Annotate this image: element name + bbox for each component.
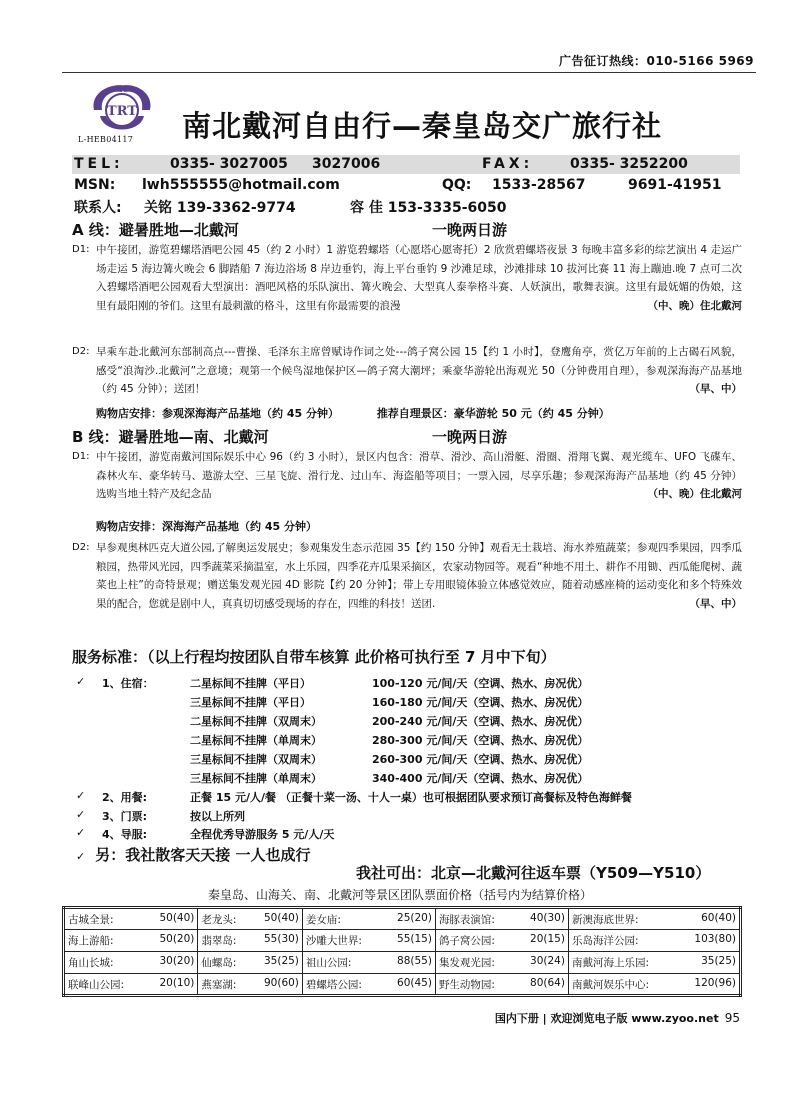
line-a-day1-tag: D1:: [72, 244, 90, 255]
lodging-row: [72, 732, 742, 750]
page-footer: [495, 1010, 740, 1026]
check-icon: ✓: [76, 850, 86, 863]
line-a-name: A 线：避暑胜地—北戴河: [72, 221, 239, 239]
contact-msn-row: [72, 176, 740, 195]
table-cell: 沙雕大世界: 55(15): [302, 930, 435, 952]
table-cell: 海上游船: 50(20): [64, 930, 198, 952]
logo-text: TRT: [107, 104, 137, 119]
table-row: [64, 974, 741, 996]
line-b-day1: [72, 448, 742, 504]
tel-secondary: 3027006: [312, 156, 381, 172]
table-row: [64, 952, 741, 974]
qq-label: QQ:: [442, 177, 472, 193]
page-number: 95: [724, 1011, 740, 1025]
contact-person-label: 联系人:: [74, 200, 122, 216]
agency-name: 南北戴河自由行—秦皇岛交广旅行社: [182, 109, 663, 143]
qq-secondary: 9691-41951: [628, 177, 722, 193]
line-a-day1: [72, 241, 742, 315]
table-cell: 集发观光园: 30(24): [435, 952, 568, 974]
line-a-day1-text: 中午接团，游览碧螺塔酒吧公园 45（约 2 小时）1 游览碧螺塔（心愿塔心愿寄托）2 欣赏碧螺塔夜景 3 每晚丰富多彩的综艺演出 4 走运广场走运 5 海边篝火晚会 6 脚踏船 7 海边浴场 8 岸边垂钓，海上平台垂钓 9 沙滩足球，沙滩排球 10 拔河比赛 11 海上蹦迪.晚 7 点可二次入碧螺塔酒吧公园观看大型演出：酒吧风格的乐队演出、篝火晚会、大型真人泰拳格斗赛、人妖演出，歌舞表演。这里有最妩媚的伪娘，这里有最阳刚的爷们。这里有最刺激的格斗，这里有你最需要的浪漫: [96, 244, 742, 312]
ticket-row: [72, 808, 742, 826]
contact-person-1: 关铭 139-3362-9774: [144, 200, 296, 216]
lodging-room: 二星标间不挂牌（平日）: [190, 677, 311, 690]
lodging-room: 三星标间不挂牌（平日）: [190, 696, 311, 709]
guide-label: 4、导服:: [102, 828, 148, 841]
table-cell: 野生动物园: 80(64): [435, 974, 568, 996]
line-b-title: [72, 426, 508, 447]
line-b-day1-text: 中午接团，游览南戴河国际娱乐中心 96（约 3 小时），景区内包含：滑草、滑沙、高山滑艇、滑圈、滑翔飞翼、观光缆车、UFO 飞碟车、森林火车、豪华转马、遨游太空、三星飞旋、滑行龙、过山车、海盗船等项目；一票入园，尽享乐趣；参观深海海产品基地（约 45 分钟）选购当地土特产及纪念品: [96, 451, 742, 500]
check-icon: ✓: [76, 808, 86, 821]
check-icon: ✓: [76, 789, 86, 802]
check-icon: ✓: [76, 675, 86, 688]
table-cell: 海豚表演馆: 40(30): [435, 908, 568, 930]
line-a-shop-label: 购物店安排：参观深海海产品基地（约 45 分钟）: [96, 407, 339, 420]
line-b-shopping: 购物店安排：深海海产品基地（约 45 分钟）: [96, 520, 317, 533]
table-cell: 姜女庙: 25(20): [302, 908, 435, 930]
walk-in-slogan: [72, 844, 310, 865]
table-row: [64, 908, 741, 930]
line-b-day2: [72, 539, 742, 613]
line-a-day2-meal: （早、中）: [689, 383, 742, 395]
slogan-text: 另：我社散客天天接 一人也成行: [95, 846, 311, 864]
lodging-price: 260-300 元/间/天（空调、热水、房况优）: [372, 753, 589, 766]
footer-text: 国内下册 | 欢迎浏览电子版 www.zyoo.net: [494, 1012, 719, 1025]
price-table-caption: 秦皇岛、山海关、南、北戴河等景区团队票面价格（括号内为结算价格）: [207, 888, 592, 902]
lodging-price: 160-180 元/间/天（空调、热水、房况优）: [372, 696, 589, 709]
qq-primary: 1533-28567: [492, 177, 586, 193]
meal-label: 2、用餐:: [102, 791, 148, 804]
table-cell: 翡翠岛: 55(30): [198, 930, 303, 952]
msn-address: lwh555555@hotmail.com: [142, 177, 340, 193]
table-cell: 仙螺岛: 35(25): [198, 952, 303, 974]
ticket-text: 按以上所列: [190, 810, 245, 823]
tel-primary: 0335- 3027005: [170, 156, 288, 172]
guide-row: [72, 826, 742, 844]
table-cell: 祖山公园: 88(55): [302, 952, 435, 974]
lodging-room: 二星标间不挂牌（双周末）: [190, 715, 322, 728]
table-cell: 鸽子窝公园: 20(15): [435, 930, 568, 952]
check-icon: ✓: [76, 826, 86, 839]
service-title: 服务标准：（以上行程均按团队自带车核算 此价格可执行至 7 月中下旬）: [72, 648, 556, 666]
contact-tel-row: [72, 155, 740, 174]
lodging-row: [72, 675, 742, 693]
table-cell: 联峰山公园: 20(10): [64, 974, 198, 996]
table-cell: 新澳海底世界: 60(40): [568, 908, 740, 930]
header-divider: [62, 72, 756, 73]
line-a-shopping: [96, 405, 610, 421]
meal-text: 正餐 15 元/人/餐 （正餐十菜一汤、十人一桌）也可根据团队要求预订高餐标及特色海鲜餐: [190, 791, 632, 804]
line-b-day2-meal: （早、中）: [689, 597, 742, 610]
trt-logo-icon: [82, 80, 162, 140]
line-b-day2-tag: D2:: [72, 542, 90, 553]
license-number: L-HEB04117: [78, 135, 134, 144]
table-cell: 古城全景: 50(40): [64, 908, 198, 930]
line-a-day2-text: 早乘车赴北戴河东部制高点---曹操、毛泽东主席曾赋诗作词之处---鸽子窝公园 15【约 1 小时】，登鹰角亭，赏亿万年前的上古碣石风貌，感受“浪淘沙.北戴河”之意境；观第一个候鸟湿地保护区—鸽子窝大潮坪；乘豪华游轮出海观光 50（分钟费用自理），参观深海海产品基地（约 45 分钟）；送团！: [96, 346, 742, 395]
fax-label: FAX:: [482, 156, 534, 172]
ticket-label: 3、门票:: [102, 810, 148, 823]
table-row: [64, 930, 741, 952]
contact-person-row: [72, 196, 740, 215]
line-a-day2-tag: D2:: [72, 346, 90, 357]
tel-label: TEL:: [74, 156, 124, 172]
lodging-room: 三星标间不挂牌（双周末）: [190, 753, 322, 766]
lodging-row: [72, 770, 742, 788]
line-a-day2: [72, 343, 742, 399]
lodging-label: 1、住宿：: [102, 677, 154, 690]
line-b-day1-tag: D1:: [72, 451, 90, 462]
line-a-duration: 一晚两日游: [432, 221, 508, 239]
lodging-price: 200-240 元/间/天（空调、热水、房况优）: [372, 715, 589, 728]
table-cell: 角山长城: 30(20): [64, 952, 198, 974]
line-a-recommend: 推荐自理景区：豪华游轮 50 元（约 45 分钟）: [376, 407, 610, 420]
meal-row: [72, 789, 742, 807]
table-cell: 老龙头: 50(40): [198, 908, 303, 930]
lodging-row: [72, 751, 742, 769]
table-cell: 碧螺塔公园: 60(45): [302, 974, 435, 996]
fax-number: 0335- 3252200: [570, 156, 688, 172]
msn-label: MSN:: [74, 177, 116, 193]
line-b-name: B 线：避暑胜地—南、北戴河: [72, 428, 269, 446]
lodging-row: [72, 694, 742, 712]
ad-hotline: 广告征订热线：010-5166 5969: [558, 54, 754, 68]
table-cell: 南戴河娱乐中心: 120(96): [568, 974, 740, 996]
lodging-row: [72, 713, 742, 731]
lodging-room: 三星标间不挂牌（单周末）: [190, 772, 322, 785]
table-cell: 燕塞湖: 90(60): [198, 974, 303, 996]
line-a-day1-meal: （中、晚）住北戴河: [647, 299, 742, 312]
price-table: [62, 906, 742, 997]
line-b-day2-text: 早参观奥林匹克大道公园,了解奥运发展史；参观集发生态示范园 35【约 150 分钟】观看无土栽培、海水养殖蔬菜；参观四季果园，四季瓜粮园，热带风光园，四季蔬菜采摘温室，水上乐园，四季花卉瓜果采摘区，农家动物园等。观看“种地不用土、耕作不用锄、西瓜能爬树、蔬菜也上柱”的奇特景观；赠送集发观光园 4D 影院【约 20 分钟】；带上专用眼镜体验立体感觉效应，随着动感座椅的运动变化和多个特殊效果的配合，您就是剧中人，真真切切感受现场的存在，四维的科技！送团.: [96, 542, 742, 610]
table-cell: 南戴河海上乐园: 35(25): [568, 952, 740, 974]
contact-person-2: 容 佳 153-3335-6050: [350, 200, 507, 216]
line-b-day1-meal: （中、晚）住北戴河: [647, 488, 742, 500]
bus-ticket-note: 我社可出：北京—北戴河往返车票（Y509—Y510）: [356, 864, 711, 882]
lodging-price: 100-120 元/间/天（空调、热水、房况优）: [372, 677, 589, 690]
line-b-duration: 一晚两日游: [432, 428, 508, 446]
guide-text: 全程优秀导游服务 5 元/人/天: [190, 828, 335, 841]
line-a-title: [72, 219, 508, 240]
lodging-room: 二星标间不挂牌（单周末）: [190, 734, 322, 747]
table-cell: 乐岛海洋公园: 103(80): [568, 930, 740, 952]
lodging-price: 340-400 元/间/天（空调、热水、房况优）: [372, 772, 589, 785]
lodging-price: 280-300 元/间/天（空调、热水、房况优）: [372, 734, 589, 747]
